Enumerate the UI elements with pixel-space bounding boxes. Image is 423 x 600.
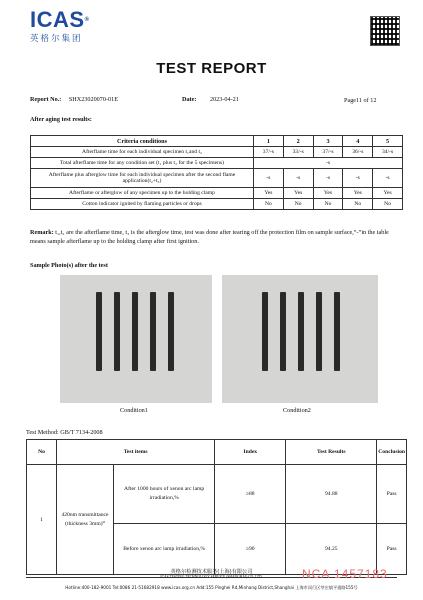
sample-strip: [96, 292, 102, 371]
test-results-header: Test Results: [286, 440, 377, 465]
table-row: [31, 147, 403, 158]
page-number: Page11 of 12: [344, 97, 377, 104]
criteria-header: Criteria conditions: [31, 136, 254, 147]
value-cell: No: [254, 199, 284, 210]
table-row: [31, 158, 403, 169]
value-cell: -s: [313, 169, 343, 188]
value-cell: No: [373, 199, 403, 210]
sample-strip: [150, 292, 156, 371]
company-logo: [30, 9, 89, 44]
report-number: [30, 96, 118, 103]
value-cell: Yes: [283, 188, 313, 199]
index-cell: ≥90: [215, 524, 286, 575]
photo-caption-2: Condition2: [283, 407, 311, 414]
report-no-value: SHX23020070-01E: [68, 96, 118, 103]
condition-cell: After 1000 hours of xenon arc lamp irradiation,%: [114, 465, 215, 524]
result-cell: 94.25: [286, 524, 377, 575]
sample-strip: [168, 292, 174, 371]
remark-text: t₁,t₂ are the afterflame time, t₃ is the afterglow time, test was done after tearing off the protection film on sample surface,“-”in the table means sample afterflame up to the holding clamp after first ignition.: [30, 229, 389, 245]
value-cell: 37/-s: [254, 147, 284, 158]
sample-strip: [298, 292, 304, 371]
criteria-header-row: [31, 136, 403, 147]
qr-code-icon: [370, 16, 400, 46]
report-date: [182, 96, 239, 103]
registered-mark: ®: [84, 17, 90, 23]
sample-strip: [316, 292, 322, 371]
conclusion-header: Conclusion: [377, 440, 407, 465]
sample-photo-condition2: [222, 275, 378, 403]
report-title: TEST REPORT: [156, 60, 267, 77]
criteria-cell: Afterflame time for each individual specimen t₁and t₂: [31, 147, 254, 158]
value-cell: -s: [254, 169, 284, 188]
specimen-1-header: 1: [254, 136, 284, 147]
date-label: Date:: [182, 96, 197, 103]
footer-contact: Hotline:400-182-9001 Tel:0086 21-51682918 www.icas.org.cn Add:155 Pinghei Rd,Minhang District,Shanghai 上海市闵行区莘庄镇平禧路155号: [65, 585, 358, 590]
value-cell: Yes: [373, 188, 403, 199]
test-method-value: GB/T 7134-2008: [60, 429, 103, 436]
value-cell: 36/-s: [343, 147, 373, 158]
sample-strip: [334, 292, 340, 371]
sample-strip: [280, 292, 286, 371]
value-cell: 37/-s: [313, 147, 343, 158]
value-cell: Yes: [343, 188, 373, 199]
value-cell: 33/-s: [283, 147, 313, 158]
value-cell: -s: [343, 169, 373, 188]
value-cell: No: [283, 199, 313, 210]
logo-chinese-name: 英格尔集团: [30, 34, 83, 44]
sample-strip: [114, 292, 120, 371]
criteria-cell: Afterflame or afterglow of any specimen up to the holding clamp: [31, 188, 254, 199]
test-item-cell: 420nm transmittance (thickness 3mm)⁰: [57, 465, 114, 575]
value-cell: No: [343, 199, 373, 210]
value-cell: Yes: [313, 188, 343, 199]
photo-section-title: Sample Photo(s) after the test: [30, 262, 108, 269]
index-header: Index: [215, 440, 286, 465]
test-method-label: Test Method:: [26, 429, 59, 436]
specimen-5-header: 5: [373, 136, 403, 147]
sample-strip: [262, 292, 268, 371]
table-row: [31, 188, 403, 199]
report-no-label: Report No.:: [30, 96, 62, 103]
index-cell: ≥88: [215, 465, 286, 524]
footer-company-en: ICAS TESTING TECHNOLOGY SERVICE (SHANGHAI) CO.,LTD.: [160, 575, 263, 579]
value-cell: -s: [283, 169, 313, 188]
value-cell: 34/-s: [373, 147, 403, 158]
sample-photo-condition1: [60, 275, 212, 403]
value-cell: -s: [373, 169, 403, 188]
criteria-table: [30, 135, 403, 210]
value-cell: Yes: [254, 188, 284, 199]
footer-company-cn: 英格尔检测技术服务(上海)有限公司: [170, 569, 253, 575]
remark: [30, 228, 403, 246]
specimen-2-header: 2: [283, 136, 313, 147]
condition-cell: Before xenon arc lamp irradiation,%: [114, 524, 215, 575]
table-row: [27, 465, 407, 524]
specimen-4-header: 4: [343, 136, 373, 147]
test-method: [26, 429, 103, 436]
no-header: No: [27, 440, 57, 465]
conclusion-cell: Pass: [377, 465, 407, 524]
test-items-header: Test items: [57, 440, 215, 465]
result-cell: 94.88: [286, 465, 377, 524]
value-cell: -s: [254, 158, 403, 169]
table-row: [31, 169, 403, 188]
photo-caption-1: Condition1: [120, 407, 148, 414]
specimen-3-header: 3: [313, 136, 343, 147]
criteria-cell: Afterflame plus afterglow time for each individual specimen after the second flame application(t₂+t₃): [31, 169, 254, 188]
criteria-cell: Cotton indicator ignited by flaming particles or drops: [31, 199, 254, 210]
no-cell: 1: [27, 465, 57, 575]
table-row: [31, 199, 403, 210]
date-value: 2023-04-21: [209, 96, 239, 103]
sample-strip: [132, 292, 138, 371]
value-cell: No: [313, 199, 343, 210]
results-table: [26, 439, 407, 575]
section-title: After aging test results:: [30, 116, 92, 123]
conclusion-cell: Pass: [377, 524, 407, 575]
criteria-cell: Total afterflame time for any condition set (t₁ plus t₂ for the 5 specimens): [31, 158, 254, 169]
logo-text: ICAS: [30, 7, 85, 32]
results-header-row: [27, 440, 407, 465]
remark-label: Remark:: [30, 229, 54, 236]
serial-stamp: NCA 1457183: [302, 567, 388, 581]
